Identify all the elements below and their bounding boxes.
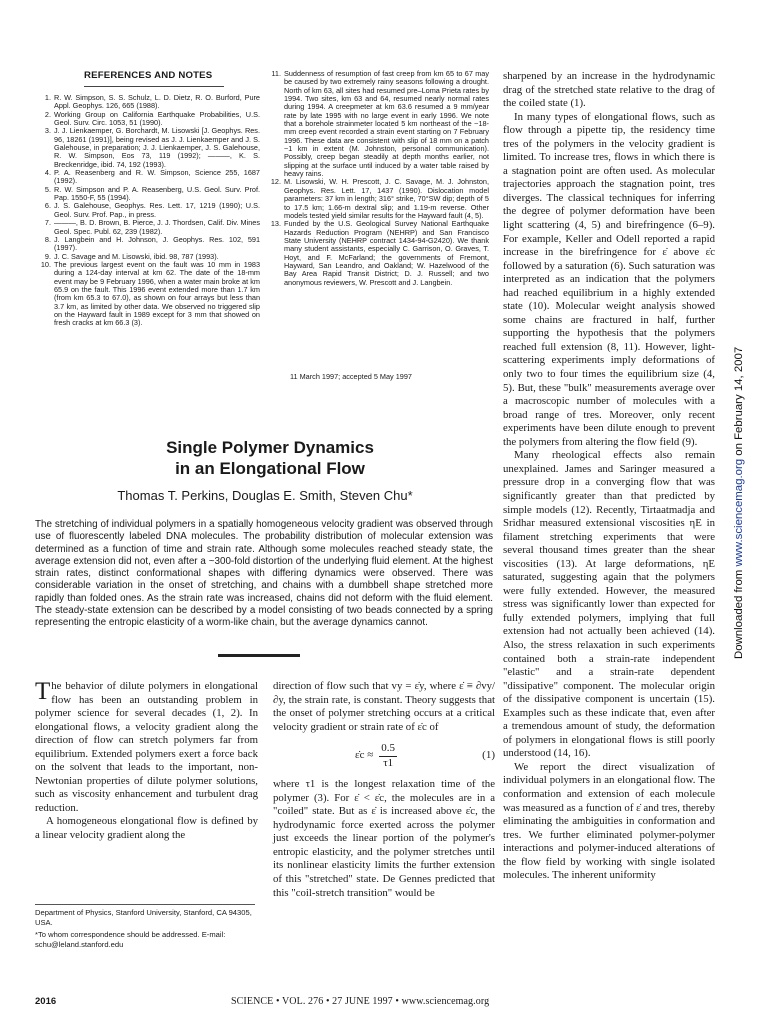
reference-text: Funded by the U.S. Geological Survey National Earthquake Hazards Reduction Program (NEHRP) and San Francisco State University (NEHRP contract 1434-94-G2420). We thank many student assistants, especially C. Garrison, O. Graves, T. Hoyt, and F. McFarland; the governments of Fremont, Hayward, San Leandro, and Oakland; W. Hazelwood of the Bay Area Rapid Transit District; D. J. Russell; and two anonymous reviewers, W. Prescott and J. Langbein. xyxy=(284,219,489,287)
received-date: 11 March 1997; accepted 5 May 1997 xyxy=(290,372,412,381)
references-heading: REFERENCES AND NOTES xyxy=(84,70,213,81)
body-paragraph: Many rheological effects also remain unexplained. James and Saringer measured a pressure drop in a converging flow that was significantly greater than that predicted by simple models (12). Recently, Tirtaatmadja and Sridhar measured extensional viscosities ηE in filament stretching experiments that were several thousand times greater than the shear viscosities (13). At large deformations, ηE saturated, suggesting again that the polymers were fully extended. However, the measured stress was significantly lower than expected for fully extended polymers, implying that full extension had not actually been achieved (14). Also, the stress relaxation in such experiments contained both a strain-rate independent "elastic" and a strain-rate dependent "dissipative" component. The molecular origin of the dissipative component is uncertain (15). Examples such as these indicate that, even after a tremendous amount of study, the deformation of polymers in elongational flows is still poorly understood (14, 16). xyxy=(503,449,715,760)
affiliation-block xyxy=(35,908,260,952)
reference-number: 5. xyxy=(44,184,51,194)
equation-denominator: τ1 xyxy=(383,756,394,769)
reference-item xyxy=(37,169,260,186)
reference-number: 6. xyxy=(44,201,51,211)
reference-item xyxy=(37,219,260,236)
reference-number: 4. xyxy=(44,168,51,178)
reference-number: 12. xyxy=(270,177,281,187)
equation-1 xyxy=(273,734,495,778)
affiliation: Department of Physics, Stanford University, Stanford, CA 94305, USA. xyxy=(35,908,252,927)
reference-text: J. S. Galehouse, Geophys. Res. Lett. 17, 1219 (1990); U.S. Geol. Surv. Prof. Pap., in press. xyxy=(54,201,260,219)
reference-item xyxy=(37,186,260,203)
references-rule xyxy=(84,86,224,87)
reference-text: P. A. Reasenberg and R. W. Simpson, Science 255, 1687 (1992). xyxy=(54,168,260,186)
reference-number: 2. xyxy=(44,109,51,119)
reference-number: 9. xyxy=(44,251,51,261)
drop-cap: T xyxy=(35,678,51,705)
reference-text: R. W. Simpson, S. S. Schulz, L. D. Dietz, R. O. Burford, Pure Appl. Geophys. 126, 665 (1988). xyxy=(54,93,260,111)
article-title xyxy=(120,437,420,479)
affiliation-rule xyxy=(35,904,255,905)
reference-item xyxy=(37,202,260,219)
references-list-left xyxy=(37,94,260,328)
reference-text: R. W. Simpson and P. A. Reasenberg, U.S. Geol. Surv. Prof. Pap. 1550-F, 55 (1994). xyxy=(54,184,260,203)
reference-item xyxy=(37,236,260,253)
reference-item xyxy=(37,127,260,169)
body-paragraph: A homogeneous elongational flow is defined by a linear velocity gradient along the xyxy=(35,815,258,842)
reference-text: M. Lisowski, W. H. Prescott, J. C. Savage, M. J. Johnston, Geophys. Res. Lett. 17, 1437 (1990). Dislocation model parameters: 37 km in length; 316° strike, 70°SW dip; depth of 5 to 17.5 km; 1.66-m dextral slip; and 1.19-m reverse. Other models tested yield similar results for the Hayward fault (4, 5). xyxy=(284,177,489,220)
journal-footer: SCIENCE • VOL. 276 • 27 JUNE 1997 • www.sciencemag.org xyxy=(231,996,490,1007)
body-paragraph: The behavior of dilute polymers in elongational flow has been an outstanding problem in polymer science for several decades (1, 2). In elongational flows, a velocity gradient along the direction of flow can stretch polymers far from equilibrium. Extended polymers exert a force back on the solvent that leads to the important, non-Newtonian properties of dilute polymer solutions, such as viscosity enhancement and turbulent drag reduction. xyxy=(35,678,258,814)
watermark-prefix: Downloaded from xyxy=(733,566,745,659)
watermark-link[interactable]: www.sciencemag.org xyxy=(733,458,745,567)
reference-text: J. C. Savage and M. Lisowski, ibid. 98, 787 (1993). xyxy=(54,251,219,261)
title-line-2: in an Elongational Flow xyxy=(175,459,365,478)
reference-number: 1. xyxy=(44,93,51,102)
equation-fraction xyxy=(379,742,397,770)
authors: Thomas T. Perkins, Douglas E. Smith, Steven Chu* xyxy=(117,488,413,503)
watermark-suffix: on February 14, 2007 xyxy=(733,346,745,459)
body-paragraph: We report the direct visualization of individual polymers in an elongational flow. The conformation and extension of each molecule was measured as a function of ε̇ and tres, thereby eliminating the ambiguities in conformation and tres. We further eliminated polymer-polymer interactions and polymer-induced alterations of the flow field by working with single isolated molecules. The inherent uniformity xyxy=(503,760,715,882)
abstract: The stretching of individual polymers in a spatially homogeneous velocity gradient was observed through use of fluorescently labeled DNA molecules. The probability distribution of molecular extension was determined as a function of time and strain rate. Although some molecules reached steady state, the average extension did not, even after a ~300-fold distortion of the underlying fluid element. At the highest strain rates, distinct conformational shapes with differing dynamics were observed. There was considerable variation in the onset of stretching, and chains with a dumbbell shape stretched more rapidly than folded ones. As the strain rate was increased, chains did not deform with the fluid element. The steady-state extension can be described by a model consisting of two beads connected by a spring representing the entropic elasticity of a worm-like chain, but the average dynamics cannot. xyxy=(35,519,493,629)
body-column-2 xyxy=(273,680,495,900)
reference-text: The previous largest event on the fault was 10 mm in 1983 during a 124-day interval at km 62. The date of the 18-mm event may be 9 February 1996, when a water main broke at km 65.9 on the fault. This 1996 event extended more than 1.7 km (from km 65.3 to 67.0), as shown on four arrays but less than 3.7 km, as limited by other data. We observed no triggered slip on the Hayward fault in 1989 except for 3 mm that showed on fresh cracks at km 66.3 (3). xyxy=(54,259,260,328)
title-line-1: Single Polymer Dynamics xyxy=(166,438,374,457)
reference-text: J. J. Lienkaemper, G. Borchardt, M. Lisowski [J. Geophys. Res. 96, 18261 (1991)], being revised as J. J. Lienkaemper and J. S. Galehouse, in preparation; J. J. Lienkaemper, J. S. Galehouse, R. W. Simpson, Eos 73, 119 (1992); ———, K. S. Breckenridge, ibid. 74, 192 (1993). xyxy=(54,126,260,169)
reference-item xyxy=(37,94,260,111)
equation-label: (1) xyxy=(482,749,495,762)
reference-number: 7. xyxy=(44,218,51,228)
reference-number: 8. xyxy=(44,234,51,244)
reference-number: 3. xyxy=(44,126,51,136)
body-paragraph: sharpened by an increase in the hydrodynamic drag of the stretched state relative to the drag of the coiled state (1). xyxy=(503,70,715,110)
page-number: 2016 xyxy=(35,996,57,1007)
body-column-3 xyxy=(503,70,715,883)
reference-text: ———, B. D. Brown, B. Pierce, J. J. Thordsen, Calif. Div. Mines Geol. Spec. Publ. 62, 239 (1982). xyxy=(54,218,260,236)
reference-number: 11. xyxy=(271,69,281,78)
reference-text: J. Langbein and H. Johnson, J. Geophys. Res. 102, 591 (1997). xyxy=(54,234,260,253)
correspondence-note: *To whom correspondence should be addressed. E-mail: schu@leland.stanford.edu xyxy=(35,930,226,949)
body-paragraph: In many types of elongational flows, such as flow through a pipette tip, the residency time tres of the polymers in the velocity gradient is limited. To increase tres, flows in which there is a stagnation point are often used. As molecular trajectories approach the stagnation point, tres diverges. The classical techniques for inferring the degree of polymer deformation have been light scattering (4, 5) and birefringence (6–9). For example, Keller and Odell reported a rapid increase in the birefringence for ε̇ above ε̇c followed by a saturation (6). Such saturation was interpreted as an indication that the polymers had reached equilibrium in a highly extended state (10). Molecular weight analysis showed some chains are fractured in half, further supporting the hypothesis that the polymers reached full extension (8, 11). However, light-scattering experiments imply deformations of only two to four times the equilibrium size (4, 5). But, these "bulk" measurements average over a macroscopic number of molecules with a broad range of tres. Moreover, only recent experiments have been dilute enough to prevent the polymers from altering the flow field (9). xyxy=(503,110,715,448)
equation-numerator: 0.5 xyxy=(379,742,397,757)
reference-item xyxy=(267,178,489,220)
reference-item xyxy=(37,111,260,128)
equation-lhs: ε̇c ≈ xyxy=(355,749,374,762)
body-column-1 xyxy=(35,680,258,843)
body-paragraph: direction of flow such that vy = ε̇y, where ε̇ ≡ ∂vy/∂y, the strain rate, is constant. Theory suggests that the onset of polymer stretching occurs at a critical velocity gradient or strain rate of ε̇c of xyxy=(273,680,495,733)
references-list-right xyxy=(267,70,489,287)
reference-item xyxy=(267,220,489,287)
abstract-rule xyxy=(218,654,300,657)
body-paragraph: where τ1 is the longest relaxation time of the polymer (3). For ε̇ < ε̇c, the molecules are in a "coiled" state. But as ε̇ is increased above ε̇c, the hydrodynamic force exerted across the polymer just exceeds the linear portion of the polymer's entropic elasticity, and the polymer stretches until its nonlinear elasticity limits the further extension of this "stretched" state. De Gennes predicted that this "coil-stretch transition" would be xyxy=(273,778,495,899)
download-watermark xyxy=(733,347,745,659)
reference-item xyxy=(37,261,260,328)
reference-text: Suddenness of resumption of fast creep from km 65 to 67 may be caused by two extremely rainy seasons following a drought. North of km 63, all sites had resumed pre–Loma Prieta rates by 1994. Two sites, km 63 and 64, resumed nearly normal rates during 1994. A creepmeter at km 63.6 resumed a 9 mm/year rate by late 1995 with no large event in early 1996. We note that a borehole strainmeter located 5 km northeast of the ~18-mm creep event recorded a strain event starting on 7 February 1996. These data are consistent with slip of 18 mm on a patch ~1 km in extent (M. Johnston, personal communication). Possibly, creep began steadily at depth months earlier, not slipping at the surface until induced by a water table raised by heavy rains. xyxy=(284,69,489,179)
reference-number: 10. xyxy=(40,259,51,269)
reference-number: 13. xyxy=(270,219,281,229)
reference-text: Working Group on California Earthquake Probabilities, U.S. Geol. Surv. Circ. 1053, 51 (1990). xyxy=(54,109,260,128)
reference-item xyxy=(267,70,489,178)
